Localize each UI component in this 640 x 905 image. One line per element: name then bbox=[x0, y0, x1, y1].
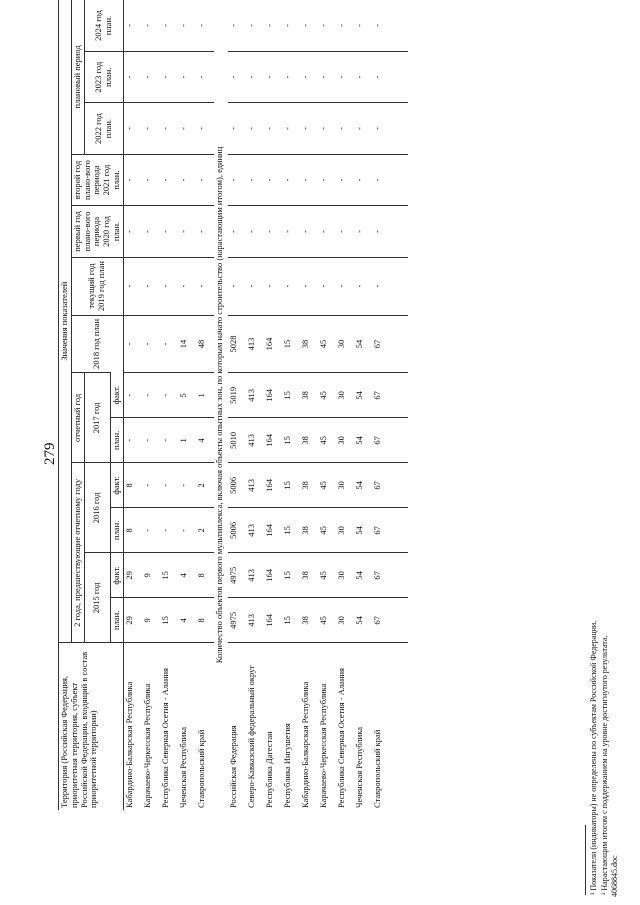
header-fact: факт. bbox=[110, 373, 123, 418]
header-2022: 2022 год план. bbox=[84, 103, 123, 154]
header-2018: 2018 год план bbox=[71, 315, 123, 373]
header-fact: факт. bbox=[110, 553, 123, 598]
header-2015: 2015 год bbox=[84, 553, 110, 643]
table-row: Северо-Кавказский федеральный округ 413 413 413 413 413 413 413 - - - - - - bbox=[246, 0, 264, 810]
header-2020: первый год плано-вого периода 2020 год план. bbox=[71, 206, 123, 257]
header-2024: 2024 год план. bbox=[84, 0, 123, 51]
section-title: Количество объектов первого мультиплекса, включая объекты опытных зон, по которым начато строительство (нарастающим итогом), единиц bbox=[213, 146, 224, 664]
header-two-years: 2 года, предшествующие отчетному году bbox=[71, 463, 84, 643]
indicator-table bbox=[58, 0, 408, 810]
header-2019: текущий год 2019 год план bbox=[71, 257, 123, 315]
table-row: Карачаево-Черкесская Республика 9 9 - - - - - - - - - - - bbox=[142, 0, 160, 810]
table-row: Кабардино-Балкарская Республика 29 29 8 8 - - - - - - - - - bbox=[123, 0, 142, 810]
header-plan: план. bbox=[110, 508, 123, 553]
table-row: Чеченская Республика 4 4 - - 1 5 14 - - - - - - bbox=[178, 0, 196, 810]
table-row: Ставропольский край 67 67 67 67 67 67 67 - - - - - - bbox=[372, 0, 390, 810]
footnote-1: ¹ Показатели (индикаторы) не определены по субъектам Российской Федерации. bbox=[589, 620, 598, 895]
file-name: 4068845.doc bbox=[610, 855, 619, 897]
table-row: Республика Северная Осетия - Алания 15 15 - - - - - - - - - - - bbox=[160, 0, 178, 810]
header-2016: 2016 год bbox=[84, 463, 110, 553]
footnote-divider bbox=[585, 825, 586, 895]
section-row bbox=[214, 0, 228, 810]
header-plan: план. bbox=[110, 418, 123, 463]
page-number: 279 bbox=[42, 442, 58, 465]
table-row: Республика Ингушетия 15 15 15 15 15 15 15 - - - - - - bbox=[282, 0, 300, 810]
header-values: Значения показателей bbox=[59, 0, 72, 643]
table-row: Кабардино-Балкарская Республика 38 38 38 38 38 38 38 - - - - - - bbox=[300, 0, 318, 810]
header-2017: 2017 год bbox=[84, 373, 110, 463]
table-row bbox=[390, 0, 408, 810]
header-2021: второй год плано-вого периода 2021 год план. bbox=[71, 154, 123, 205]
header-plan: план. bbox=[110, 598, 123, 643]
table-row: Российская Федерация 4975 4975 5006 5006 5010 5019 5028 - - - - - - bbox=[228, 0, 246, 810]
table-row: Ставропольский край 8 8 2 2 4 1 48 - - - - - - bbox=[196, 0, 214, 810]
table-row: Карачаево-Черкесская Республика 45 45 45 45 45 45 45 - - - - - - bbox=[318, 0, 336, 810]
footnote-2: ² Нарастающим итогом с поддержанием на уровне достигнутого результата. bbox=[600, 635, 609, 895]
header-plan-period: плановый период bbox=[71, 0, 84, 154]
header-fact: факт. bbox=[110, 463, 123, 508]
table-row: Республика Северная Осетия - Алания 30 30 30 30 30 30 30 - - - - - - bbox=[336, 0, 354, 810]
header-report-year: отчетный год bbox=[71, 373, 84, 463]
table-row: Чеченская Республика 54 54 54 54 54 54 54 - - - - - - bbox=[354, 0, 372, 810]
table-row: Республика Дагестан 164 164 164 164 164 164 164 - - - - - - bbox=[264, 0, 282, 810]
col-header-territory: Территория (Российская Федерация, приоритетная территория, субъект Российской Федерации, входящий в состав приоритетной территории) bbox=[59, 643, 124, 810]
header-2023: 2023 год план. bbox=[84, 51, 123, 102]
